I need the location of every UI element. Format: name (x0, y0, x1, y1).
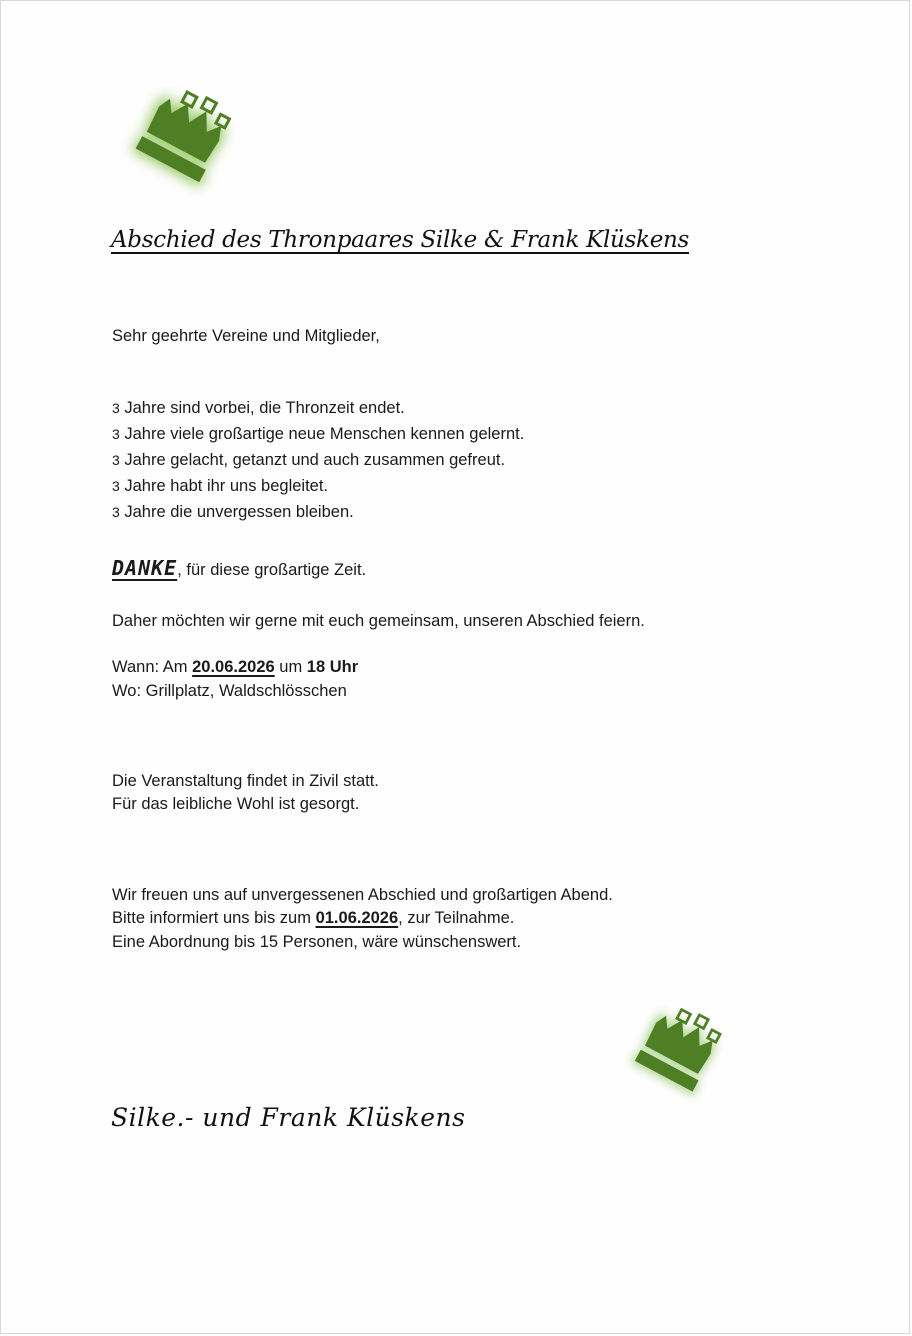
thanks-word: DANKE (112, 556, 178, 580)
list-item: 3 Jahre habt ihr uns begleitet. (112, 477, 329, 495)
list-item: 3 Jahre gelacht, getanzt und auch zusammen gefreut. (112, 451, 506, 469)
event-time: 18 Uhr (306, 658, 359, 676)
closing-line: Wir freuen uns auf unvergessenen Abschied und großartigen Abend. (112, 886, 613, 904)
page-title: Abschied des Thronpaares Silke & Frank Klüskens (111, 227, 690, 253)
thanks-line: DANKE, für diese großartige Zeit. (112, 556, 367, 580)
dress-code: Die Veranstaltung findet in Zivil statt. (112, 772, 379, 790)
celebrate-line: Daher möchten wir gerne mit euch gemeinsam, unseren Abschied feiern. (112, 612, 645, 630)
when-line: Wann: Am 20.06.2026 um 18 Uhr (112, 658, 359, 676)
list-item: 3 Jahre viele großartige neue Menschen kennen gelernt. (112, 425, 525, 443)
catering-note: Für das leibliche Wohl ist gesorgt. (112, 795, 360, 813)
rsvp-date: 01.06.2026 (315, 909, 399, 927)
list-item: 3 Jahre sind vorbei, die Thronzeit endet. (112, 399, 405, 417)
crown-icon (619, 1005, 734, 1105)
signature: Silke.- und Frank Klüskens (111, 1103, 466, 1132)
greeting: Sehr geehrte Vereine und Mitglieder, (112, 327, 380, 345)
delegation-note: Eine Abordnung bis 15 Personen, wäre wünschenswert. (112, 933, 522, 951)
rsvp-line: Bitte informiert uns bis zum 01.06.2026, zur Teilnahme. (112, 909, 515, 927)
crown-icon (119, 87, 244, 197)
event-date: 20.06.2026 (192, 658, 275, 676)
where-line: Wo: Grillplatz, Waldschlösschen (112, 682, 347, 700)
list-item: 3 Jahre die unvergessen bleiben. (112, 503, 354, 521)
years-list (112, 395, 524, 525)
